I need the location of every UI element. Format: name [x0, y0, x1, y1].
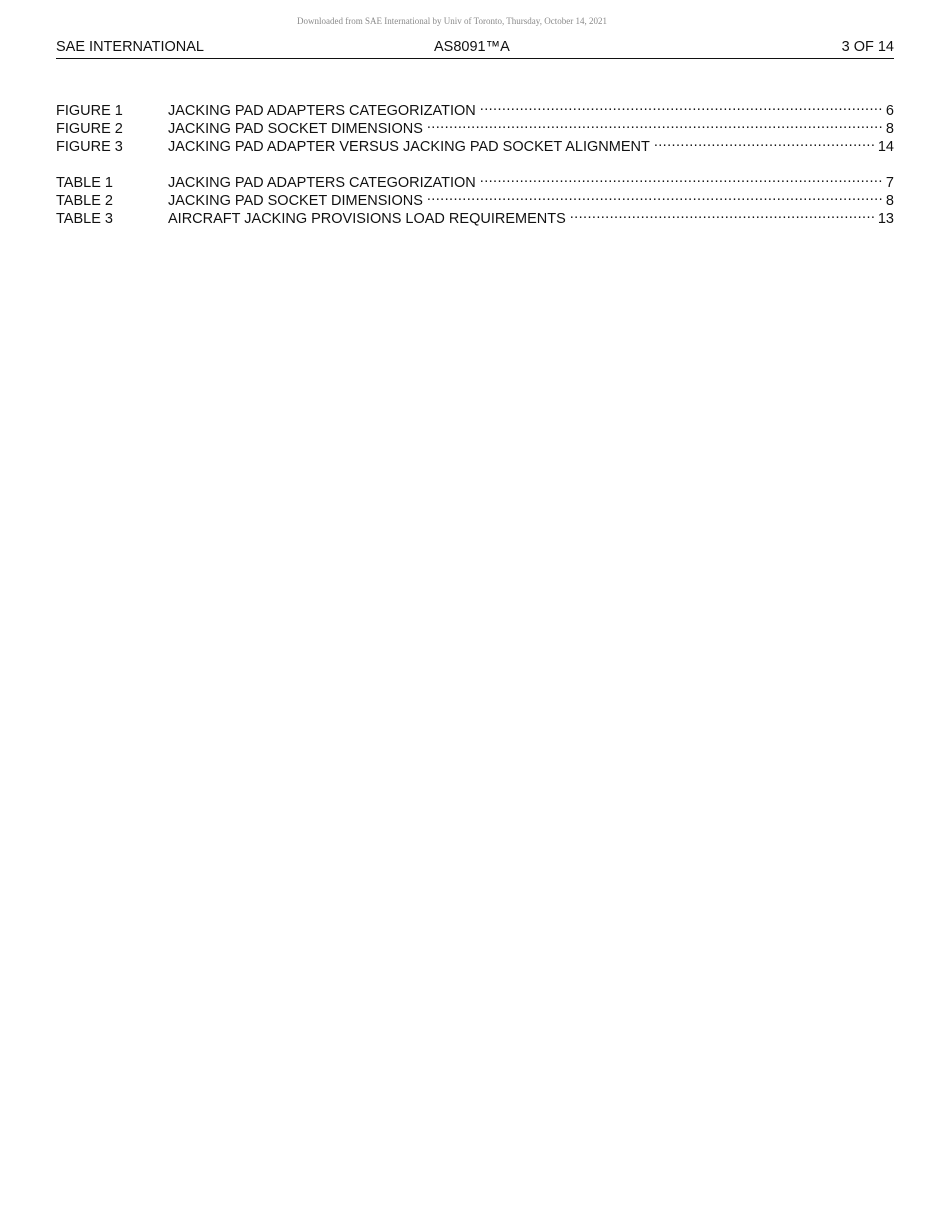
toc-entry-title: JACKING PAD SOCKET DIMENSIONS: [168, 121, 423, 137]
toc-entry-id: TABLE 2: [56, 193, 113, 209]
toc-dot-leader: [654, 133, 876, 151]
toc-entry-page: 14: [877, 139, 894, 155]
toc-dot-leader: [570, 205, 876, 223]
toc-entry-title: JACKING PAD ADAPTER VERSUS JACKING PAD SOCKET ALIGNMENT: [168, 139, 650, 155]
document-number: AS8091™A: [434, 39, 510, 55]
toc-dot-leader: [427, 115, 884, 133]
page-number: 3 OF 14: [841, 39, 894, 55]
toc-entry-page: 8: [885, 193, 894, 209]
toc-dot-leader: [480, 97, 884, 115]
toc-entry-title: JACKING PAD ADAPTERS CATEGORIZATION: [168, 103, 476, 119]
toc-entry-page: 7: [885, 175, 894, 191]
page-header: [56, 38, 894, 59]
toc-entry-figure-1[interactable]: [56, 97, 894, 119]
toc-dot-leader: [427, 187, 884, 205]
publisher-name: SAE INTERNATIONAL: [56, 39, 204, 55]
download-watermark: Downloaded from SAE International by Univ of Toronto, Thursday, October 14, 2021: [297, 16, 607, 26]
list-of-figures: [56, 97, 894, 155]
list-of-tables: [56, 169, 894, 227]
toc-entry-id: TABLE 1: [56, 175, 113, 191]
toc-entry-title: JACKING PAD ADAPTERS CATEGORIZATION: [168, 175, 476, 191]
toc-entry-page: 13: [877, 211, 894, 227]
toc-entry-table-1[interactable]: [56, 169, 894, 191]
toc-entry-page: 6: [885, 103, 894, 119]
toc-entry-id: FIGURE 3: [56, 139, 123, 155]
toc-entry-page: 8: [885, 121, 894, 137]
toc-entry-id: FIGURE 2: [56, 121, 123, 137]
toc-dot-leader: [480, 169, 884, 187]
toc-entry-id: TABLE 3: [56, 211, 113, 227]
toc-entry-id: FIGURE 1: [56, 103, 123, 119]
toc-entry-title: JACKING PAD SOCKET DIMENSIONS: [168, 193, 423, 209]
toc-entry-title: AIRCRAFT JACKING PROVISIONS LOAD REQUIREMENTS: [168, 211, 566, 227]
